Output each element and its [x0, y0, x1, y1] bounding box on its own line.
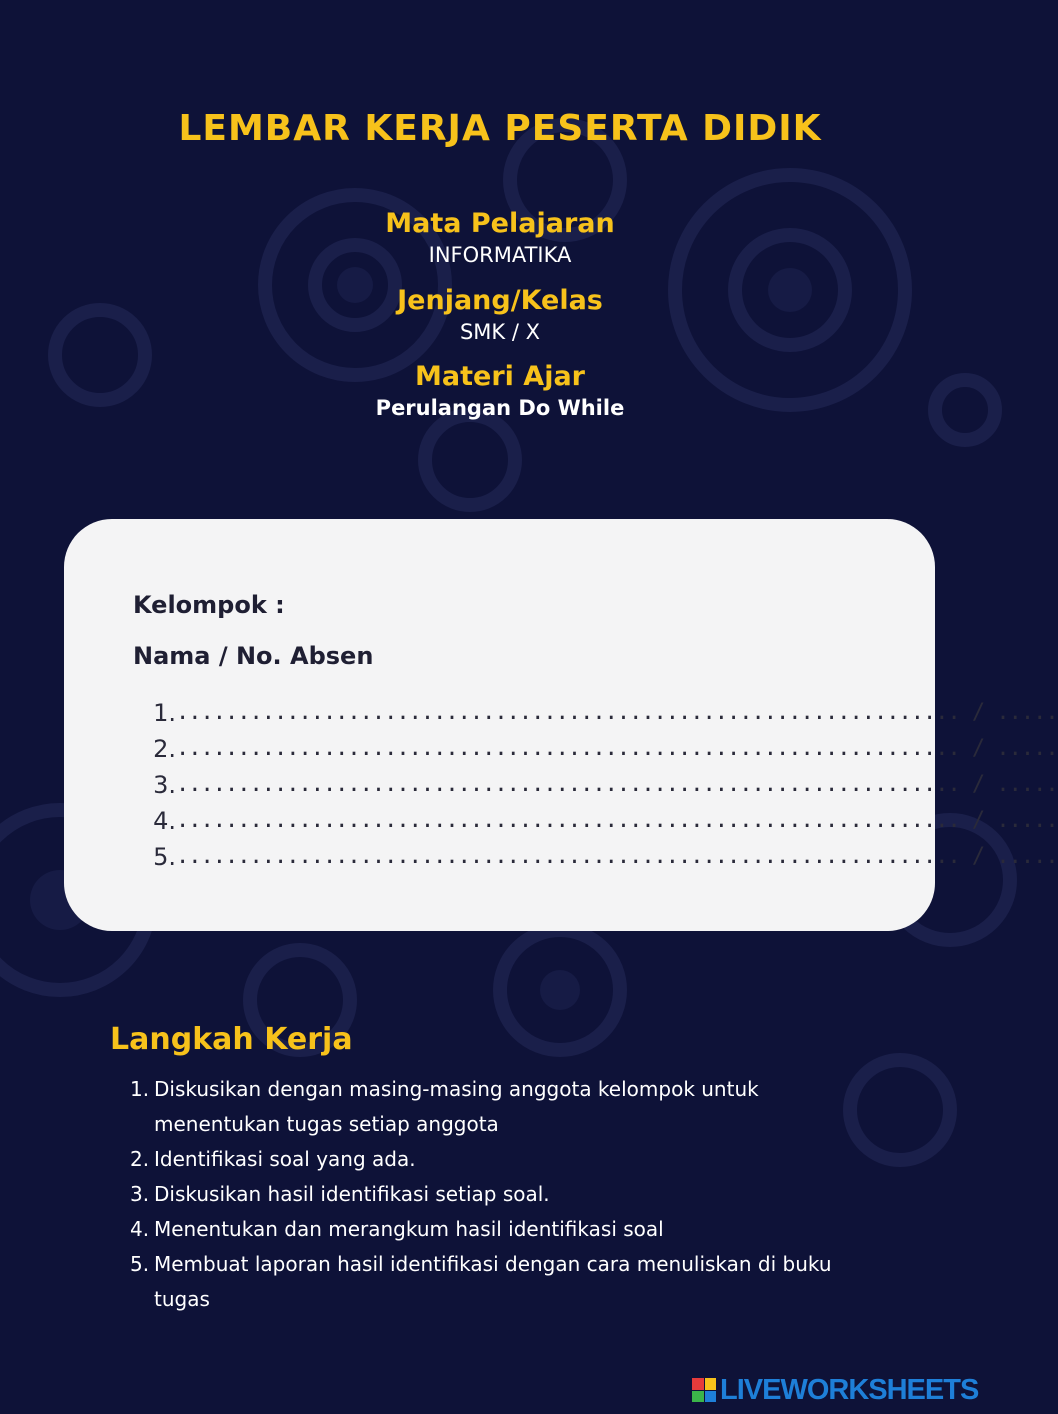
identity-card: [64, 519, 1058, 931]
name-line[interactable]: [148, 695, 1058, 731]
list-item: [130, 1072, 850, 1142]
steps-list: [130, 1072, 850, 1317]
topic-block: [0, 361, 1000, 420]
line-number: 5.: [153, 843, 176, 871]
name-list: [148, 695, 1058, 875]
line-number: 1.: [153, 699, 176, 727]
name-line[interactable]: [148, 767, 1058, 803]
step-number: 3.: [130, 1182, 150, 1206]
subject-value: INFORMATIKA: [428, 243, 572, 267]
list-item: [130, 1142, 850, 1177]
topic-label: Materi Ajar: [415, 361, 585, 392]
line-fill: ................................................................ / .....: [176, 700, 1058, 725]
steps-title: Langkah Kerja: [110, 1022, 353, 1057]
step-number: 4.: [130, 1217, 150, 1241]
step-text: Identifikasi soal yang ada.: [154, 1147, 416, 1171]
step-text: Diskusikan dengan masing-masing anggota kelompok untuk menentukan tugas setiap anggota: [154, 1077, 759, 1136]
step-text: Diskusikan hasil identifikasi setiap soal.: [154, 1182, 550, 1206]
step-number: 1.: [130, 1077, 150, 1101]
subject-label: Mata Pelajaran: [385, 208, 615, 239]
name-line[interactable]: [148, 803, 1058, 839]
grade-value: SMK / X: [459, 320, 541, 344]
list-item: [130, 1177, 850, 1212]
list-item: [130, 1212, 850, 1247]
line-fill: ................................................................ / .....: [176, 808, 1058, 833]
grade-label: Jenjang/Kelas: [397, 285, 603, 316]
names-label: Nama / No. Absen: [133, 642, 374, 670]
subject-block: [0, 208, 1000, 267]
line-number: 3.: [153, 771, 176, 799]
line-fill: ................................................................ / .....: [176, 844, 1058, 869]
line-fill: ................................................................ / .....: [176, 772, 1058, 797]
step-number: 5.: [130, 1252, 150, 1276]
step-text: Menentukan dan merangkum hasil identifikasi soal: [154, 1217, 664, 1241]
list-item: [130, 1247, 850, 1317]
grade-block: [0, 285, 1000, 344]
brand-name: LIVEWORKSHEETS: [720, 1373, 979, 1406]
liveworksheets-logo-icon: [692, 1378, 716, 1402]
step-number: 2.: [130, 1147, 150, 1171]
topic-value: Perulangan Do While: [375, 396, 625, 420]
group-label: Kelompok :: [133, 591, 285, 619]
brand-watermark[interactable]: [692, 1373, 978, 1407]
step-text: Membuat laporan hasil identifikasi dengan cara menuliskan di buku tugas: [154, 1252, 832, 1311]
line-fill: ................................................................ / .....: [176, 736, 1058, 761]
name-line[interactable]: [148, 839, 1058, 875]
line-number: 2.: [153, 735, 176, 763]
name-line[interactable]: [148, 731, 1058, 767]
page-title: LEMBAR KERJA PESERTA DIDIK: [178, 108, 822, 149]
line-number: 4.: [153, 807, 176, 835]
